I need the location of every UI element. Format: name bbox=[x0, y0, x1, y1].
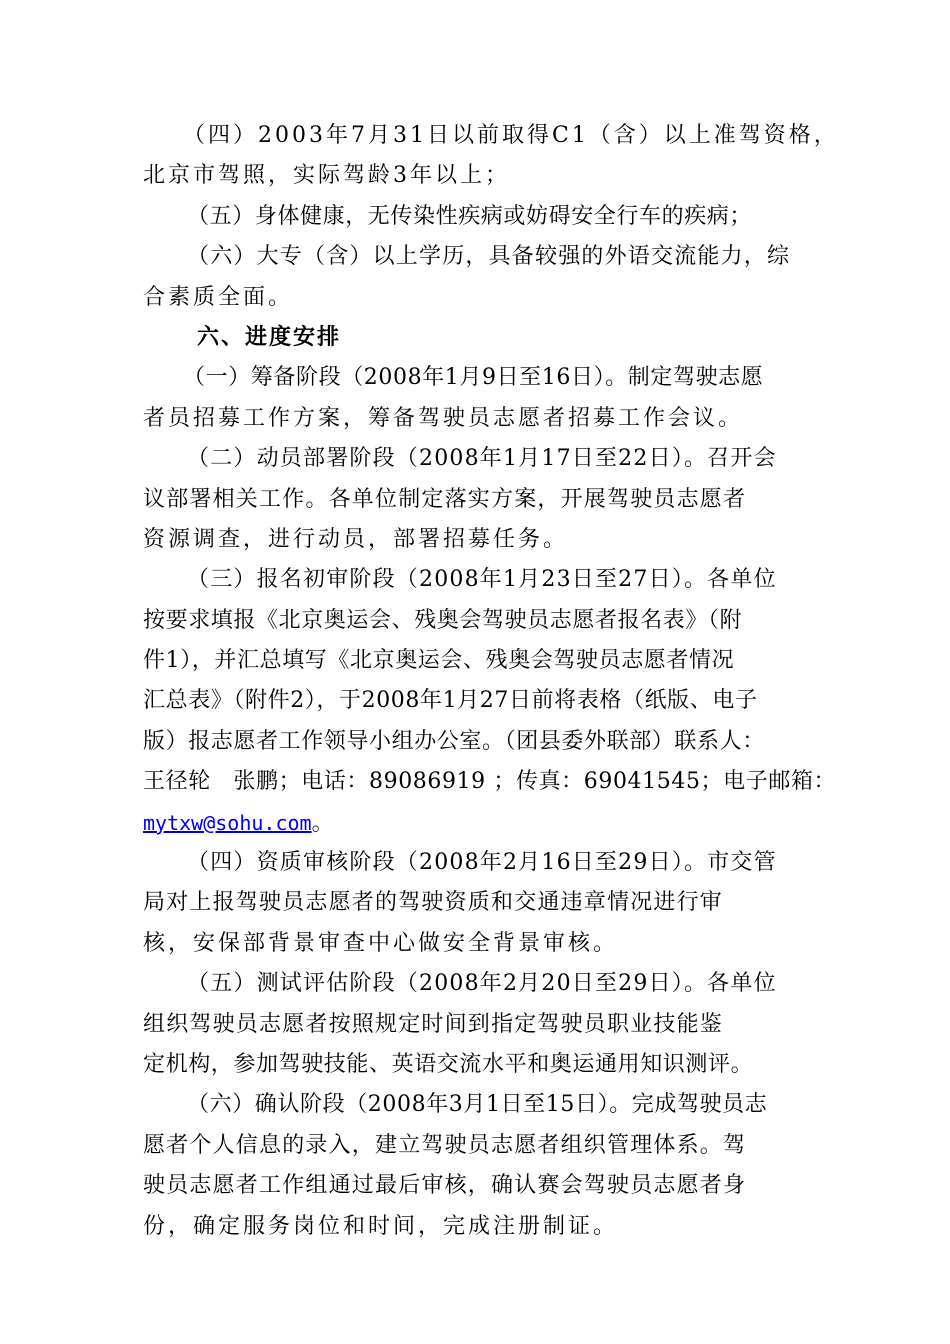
paragraph-line: 汇总表》（附件2），于2008年1月27日前将表格（纸版、电子 bbox=[143, 688, 758, 714]
paragraph-line: 北京市驾照，实际驾龄3年以上； bbox=[143, 163, 510, 189]
paragraph-line: 合素质全面。 bbox=[143, 284, 294, 310]
paragraph-line: 资源调查，进行动员，部署招募任务。 bbox=[143, 526, 569, 552]
paragraph-line: 定机构，参加驾驶技能、英语交流水平和奥运通用知识测评。 bbox=[143, 1051, 754, 1077]
paragraph-line: 份，确定服务岗位和时间，完成注册制证。 bbox=[143, 1213, 619, 1239]
paragraph-line: （五）身体健康，无传染性疾病或妨碍安全行车的疾病； bbox=[187, 203, 753, 229]
email-suffix: 。 bbox=[311, 810, 337, 836]
paragraph-line: 按要求填报《北京奥运会、残奥会驾驶员志愿者报名表》（附 bbox=[143, 607, 743, 633]
paragraph-line: 件1），并汇总填写《北京奥运会、残奥会驾驶员志愿者情况 bbox=[143, 648, 735, 674]
paragraph-line: （二）动员部署阶段（2008年1月17日至22日）。召开会 bbox=[187, 446, 777, 472]
paragraph-line: 局对上报驾驶员志愿者的驾驶资质和交通违章情况进行审 bbox=[143, 890, 724, 916]
paragraph-line: 者员招募工作方案，筹备驾驶员志愿者招募工作会议。 bbox=[143, 405, 744, 431]
paragraph-line: 核，安保部背景审查中心做安全背景审核。 bbox=[143, 930, 619, 956]
section-heading: 六、进度安排 bbox=[197, 324, 342, 350]
email-link[interactable]: mytxw@sohu.com bbox=[143, 810, 312, 835]
paragraph-line: 组织驾驶员志愿者按照规定时间到指定驾驶员职业技能鉴 bbox=[143, 1011, 724, 1037]
email-line bbox=[143, 803, 819, 843]
paragraph-line: （四）2003年7月31日以前取得C1（含）以上准驾资格， bbox=[183, 123, 839, 148]
paragraph-line: 版）报志愿者工作领导小组办公室。（团县委外联部）联系人： bbox=[143, 728, 765, 754]
paragraph-line: （四）资质审核阶段（2008年2月16日至29日）。市交管 bbox=[187, 850, 777, 876]
paragraph-line: （六）确认阶段（2008年3月1日至15日）。完成驾驶员志 bbox=[187, 1092, 768, 1118]
paragraph-line: （三）报名初审阶段（2008年1月23日至27日）。各单位 bbox=[187, 567, 777, 593]
paragraph-line: （六）大专（含）以上学历，具备较强的外语交流能力，综 bbox=[187, 244, 791, 270]
paragraph-line: （一）筹备阶段（2008年1月9日至16日）。制定驾驶志愿 bbox=[183, 365, 764, 391]
paragraph-line: 议部署相关工作。各单位制定落实方案，开展驾驶员志愿者 bbox=[143, 486, 747, 512]
paragraph-line: 愿者个人信息的录入，建立驾驶员志愿者组织管理体系。驾 bbox=[143, 1132, 747, 1158]
paragraph-line: 王径轮 张鹏；电话：89086919 ；传真：69041545；电子邮箱： bbox=[143, 769, 837, 795]
paragraph-line: （五）测试评估阶段（2008年2月20日至29日）。各单位 bbox=[187, 971, 777, 997]
document-body bbox=[143, 116, 839, 1247]
paragraph-line: 驶员志愿者工作组通过最后审核，确认赛会驾驶员志愿者身 bbox=[143, 1173, 747, 1199]
